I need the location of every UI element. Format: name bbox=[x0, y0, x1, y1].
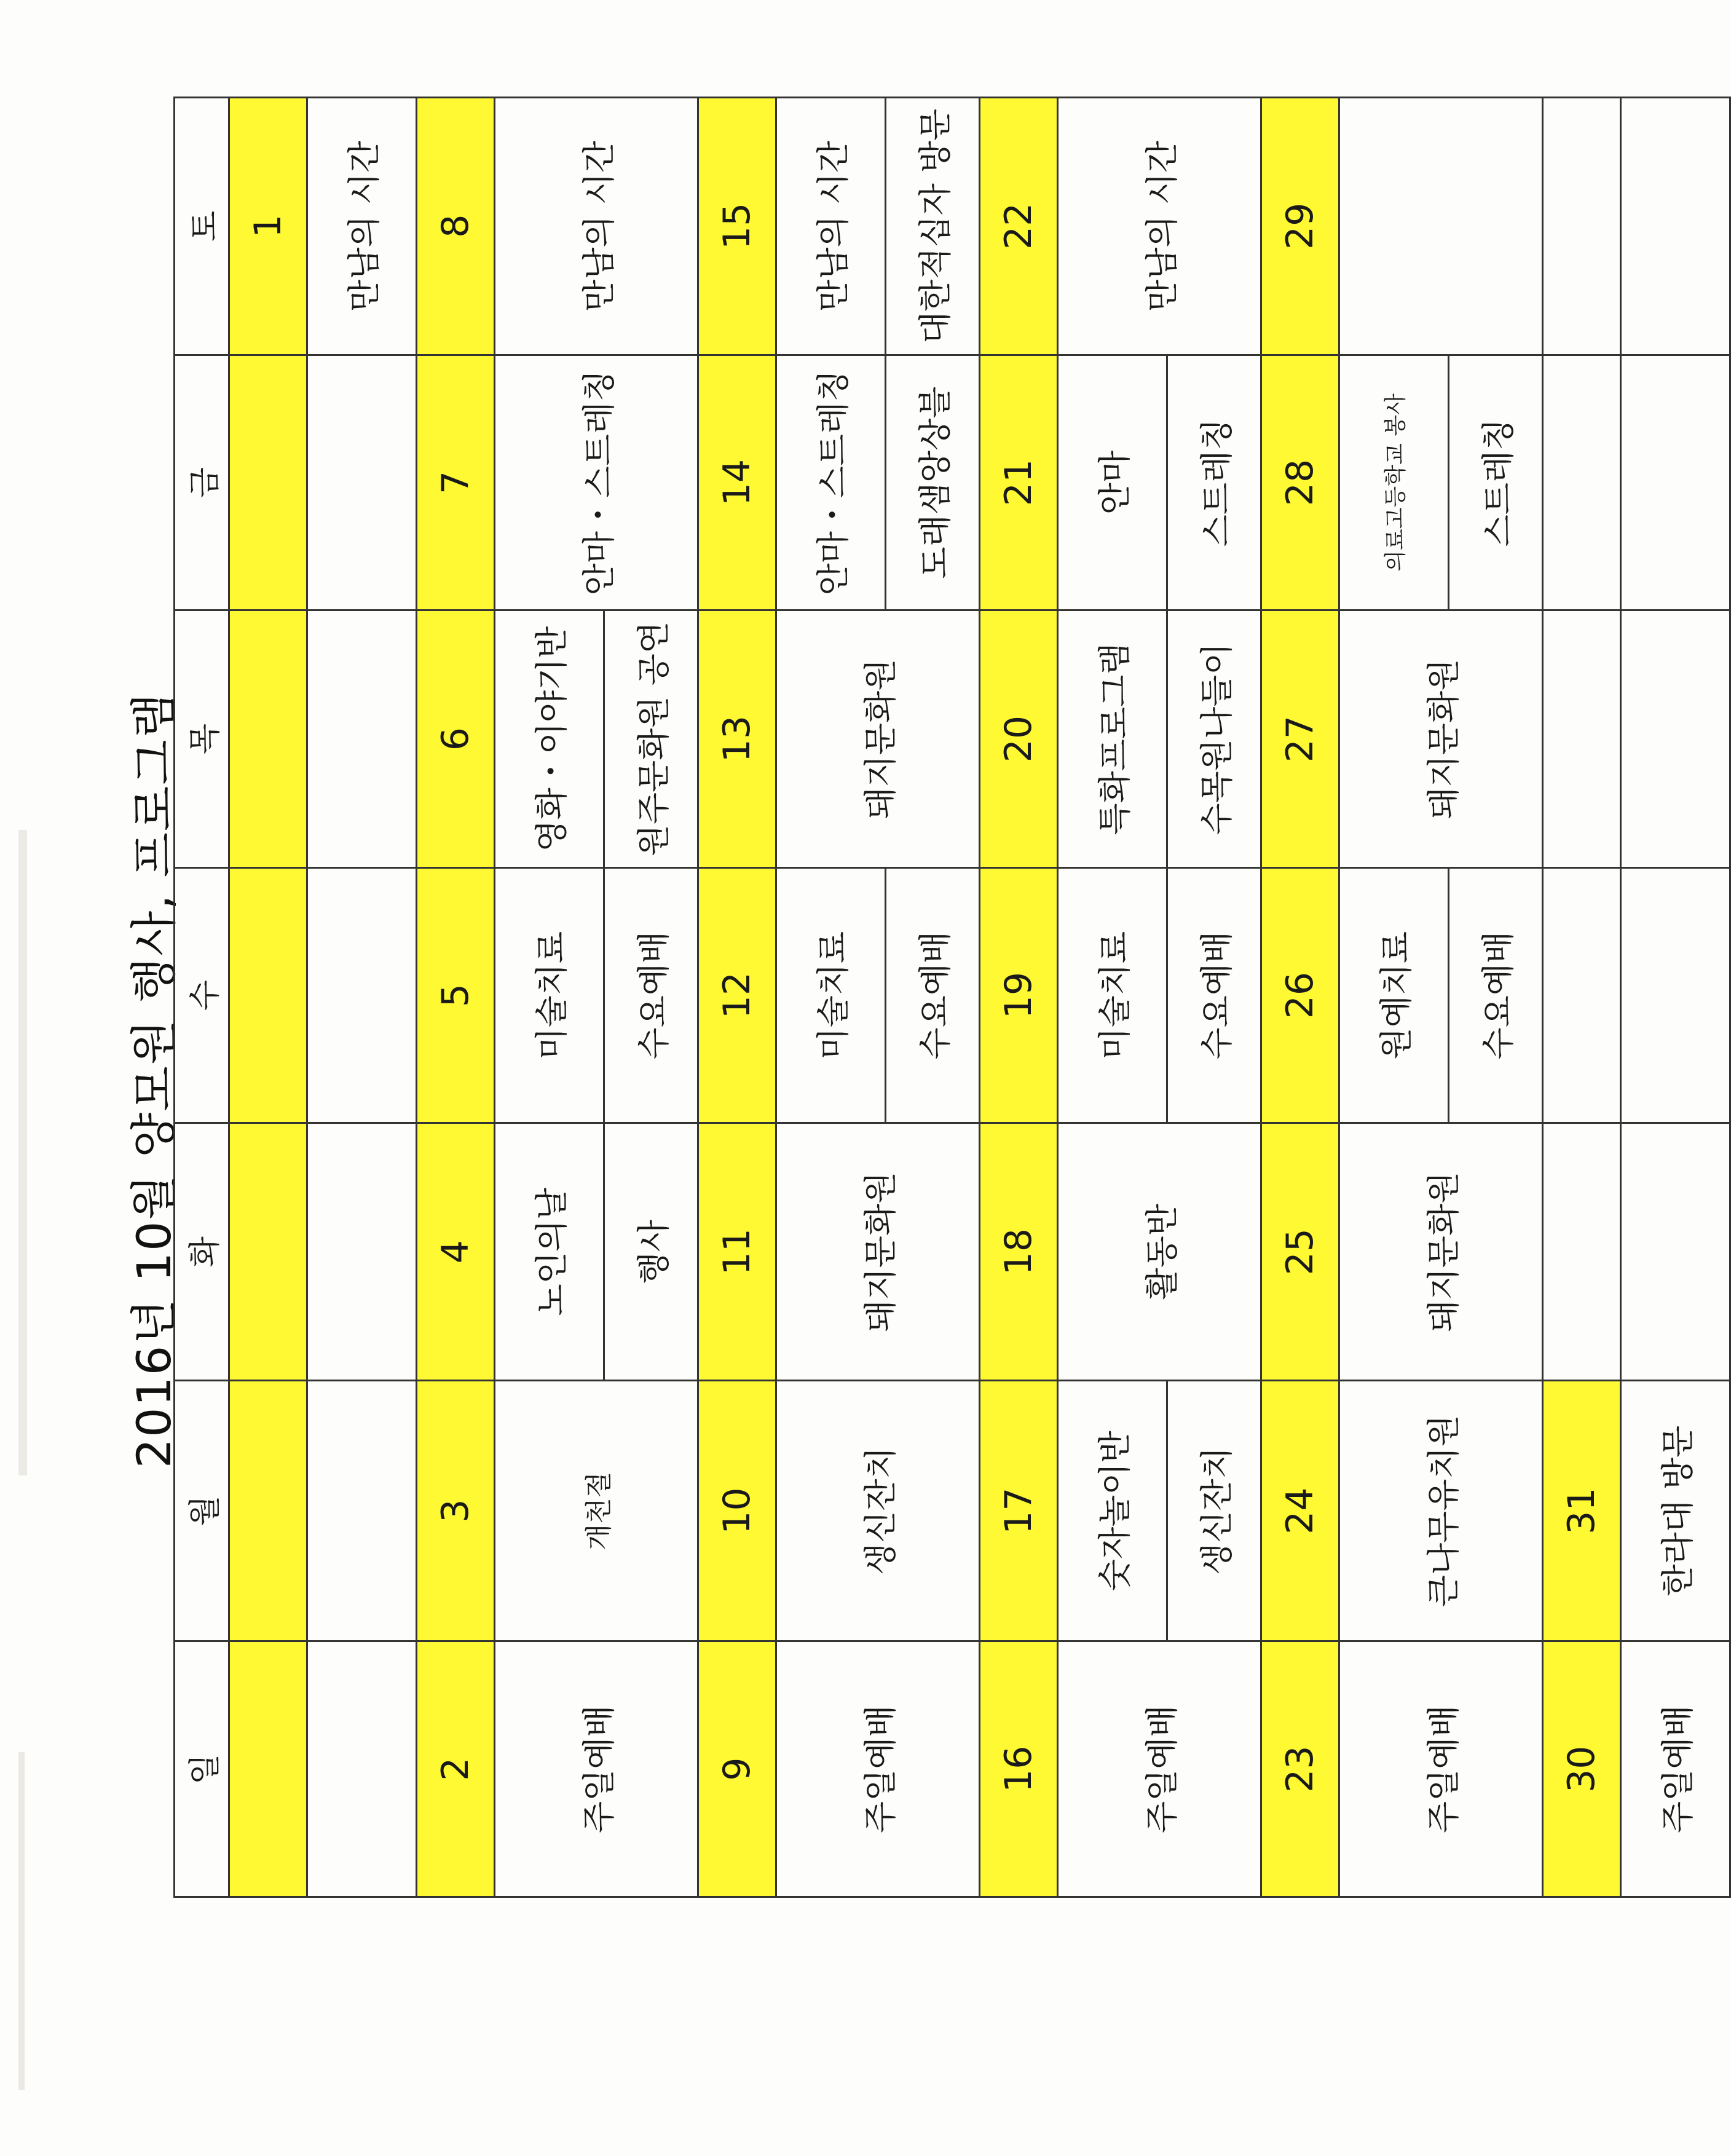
date-cell: 28 bbox=[1261, 355, 1339, 610]
date-cell: 14 bbox=[698, 355, 776, 610]
date-cell: 31 bbox=[1543, 1380, 1621, 1641]
date-cell bbox=[229, 1123, 307, 1381]
date-cell: 3 bbox=[417, 1380, 495, 1641]
date-cell: 9 bbox=[698, 1641, 776, 1897]
activity-cell: 돼지문화원 bbox=[1339, 1123, 1543, 1381]
activity-cell: 스트레칭 bbox=[1167, 355, 1261, 610]
date-cell: 15 bbox=[698, 98, 776, 355]
activity-cell: 행사 bbox=[604, 1123, 698, 1381]
date-cell: 19 bbox=[980, 867, 1058, 1123]
date-cell: 10 bbox=[698, 1380, 776, 1641]
activity-cell: 숫자놀이반 bbox=[1058, 1380, 1167, 1641]
activity-cell: 의료고등학교 봉사 bbox=[1339, 355, 1449, 610]
date-cell: 23 bbox=[1261, 1641, 1339, 1897]
weekday-header: 목 bbox=[175, 610, 229, 868]
activity-cell: 미술치료 bbox=[1058, 867, 1167, 1123]
date-cell: 2 bbox=[417, 1641, 495, 1897]
date-cell bbox=[1543, 355, 1621, 610]
weekday-header: 일 bbox=[175, 1641, 229, 1897]
date-row bbox=[417, 98, 495, 1897]
date-cell: 22 bbox=[980, 98, 1058, 355]
activity-cell bbox=[1621, 867, 1730, 1123]
activity-row bbox=[1339, 98, 1449, 1897]
weekday-header: 수 bbox=[175, 867, 229, 1123]
date-cell bbox=[229, 1380, 307, 1641]
date-cell: 11 bbox=[698, 1123, 776, 1381]
activity-cell: 돼지문화원 bbox=[776, 610, 980, 868]
activity-row bbox=[307, 98, 417, 1897]
activity-cell: 안마・스트레칭 bbox=[776, 355, 886, 610]
date-cell: 20 bbox=[980, 610, 1058, 868]
activity-cell: 수목원나들이 bbox=[1167, 610, 1261, 868]
activity-cell bbox=[307, 355, 417, 610]
date-row bbox=[980, 98, 1058, 1897]
date-row bbox=[1543, 98, 1621, 1897]
activity-cell: 주일예배 bbox=[1621, 1641, 1730, 1897]
activity-cell: 활동반 bbox=[1058, 1123, 1261, 1381]
activity-cell: 만남의 시간 bbox=[1058, 98, 1261, 355]
date-cell: 25 bbox=[1261, 1123, 1339, 1381]
activity-cell: 노인의날 bbox=[495, 1123, 604, 1381]
activity-cell: 돼지문화원 bbox=[1339, 610, 1543, 868]
activity-row bbox=[1167, 98, 1261, 1897]
date-cell: 18 bbox=[980, 1123, 1058, 1381]
activity-cell: 만남의 시간 bbox=[495, 98, 698, 355]
activity-cell: 안마・스트레칭 bbox=[495, 355, 698, 610]
date-cell bbox=[1543, 610, 1621, 868]
activity-cell bbox=[1621, 355, 1730, 610]
date-cell: 5 bbox=[417, 867, 495, 1123]
date-cell: 26 bbox=[1261, 867, 1339, 1123]
activity-cell bbox=[307, 1123, 417, 1381]
activity-cell: 주일예배 bbox=[1339, 1641, 1543, 1897]
date-cell: 24 bbox=[1261, 1380, 1339, 1641]
activity-cell: 큰나무유치원 bbox=[1339, 1380, 1543, 1641]
activity-cell: 미술치료 bbox=[776, 867, 886, 1123]
date-cell: 27 bbox=[1261, 610, 1339, 868]
activity-cell bbox=[1621, 98, 1730, 355]
activity-cell: 미술치료 bbox=[495, 867, 604, 1123]
activity-cell bbox=[307, 867, 417, 1123]
date-cell bbox=[1543, 867, 1621, 1123]
activity-cell: 안마 bbox=[1058, 355, 1167, 610]
activity-cell: 한라대 방문 bbox=[1621, 1380, 1730, 1641]
activity-cell: 대한적십자 방문 bbox=[886, 98, 980, 355]
date-row bbox=[229, 98, 307, 1897]
activity-cell bbox=[1339, 98, 1543, 355]
weekday-header-row bbox=[175, 98, 229, 1897]
activity-cell: 주일예배 bbox=[495, 1641, 698, 1897]
activity-cell bbox=[1621, 610, 1730, 868]
date-cell: 4 bbox=[417, 1123, 495, 1381]
activity-cell: 생신잔치 bbox=[776, 1380, 980, 1641]
activity-row bbox=[1058, 98, 1167, 1897]
activity-cell: 만남의 시간 bbox=[776, 98, 886, 355]
activity-cell: 영화・이야기반 bbox=[495, 610, 604, 868]
activity-cell bbox=[307, 610, 417, 868]
activity-cell: 주일예배 bbox=[776, 1641, 980, 1897]
calendar-table bbox=[173, 97, 1731, 1898]
activity-cell bbox=[1621, 1123, 1730, 1381]
date-cell bbox=[1543, 1123, 1621, 1381]
date-cell: 8 bbox=[417, 98, 495, 355]
activity-cell: 수요예배 bbox=[1167, 867, 1261, 1123]
weekday-header: 화 bbox=[175, 1123, 229, 1381]
date-cell bbox=[229, 1641, 307, 1897]
weekday-header: 월 bbox=[175, 1380, 229, 1641]
activity-cell: 수요예배 bbox=[604, 867, 698, 1123]
date-cell: 12 bbox=[698, 867, 776, 1123]
activity-row bbox=[495, 98, 604, 1897]
date-row bbox=[698, 98, 776, 1897]
activity-cell: 원주문화원 공연 bbox=[604, 610, 698, 868]
activity-cell bbox=[307, 1380, 417, 1641]
date-cell: 30 bbox=[1543, 1641, 1621, 1897]
date-cell bbox=[229, 867, 307, 1123]
activity-cell: 특화프로그램 bbox=[1058, 610, 1167, 868]
date-cell: 29 bbox=[1261, 98, 1339, 355]
date-cell: 1 bbox=[229, 98, 307, 355]
activity-cell: 생신잔치 bbox=[1167, 1380, 1261, 1641]
date-cell: 21 bbox=[980, 355, 1058, 610]
activity-cell bbox=[307, 1641, 417, 1897]
activity-cell: 수요예배 bbox=[886, 867, 980, 1123]
date-cell: 13 bbox=[698, 610, 776, 868]
date-cell: 6 bbox=[417, 610, 495, 868]
activity-cell: 도래샘앙상블 bbox=[886, 355, 980, 610]
activity-cell: 만남의 시간 bbox=[307, 98, 417, 355]
date-cell bbox=[229, 355, 307, 610]
activity-row bbox=[776, 98, 886, 1897]
date-cell bbox=[1543, 98, 1621, 355]
date-cell bbox=[229, 610, 307, 868]
date-cell: 17 bbox=[980, 1380, 1058, 1641]
weekday-header: 토 bbox=[175, 98, 229, 355]
date-row bbox=[1261, 98, 1339, 1897]
activity-cell: 돼지문화원 bbox=[776, 1123, 980, 1381]
activity-cell: 수요예배 bbox=[1449, 867, 1543, 1123]
activity-row bbox=[1621, 98, 1730, 1897]
weekday-header: 금 bbox=[175, 355, 229, 610]
activity-cell: 개천절 bbox=[495, 1380, 698, 1641]
page-title: 2016년 10월 양모원 행사, 프로그램 bbox=[127, 692, 181, 1469]
activity-cell: 원예치료 bbox=[1339, 867, 1449, 1123]
activity-cell: 스트레칭 bbox=[1449, 355, 1543, 610]
date-cell: 7 bbox=[417, 355, 495, 610]
date-cell: 16 bbox=[980, 1641, 1058, 1897]
activity-cell: 주일예배 bbox=[1058, 1641, 1261, 1897]
